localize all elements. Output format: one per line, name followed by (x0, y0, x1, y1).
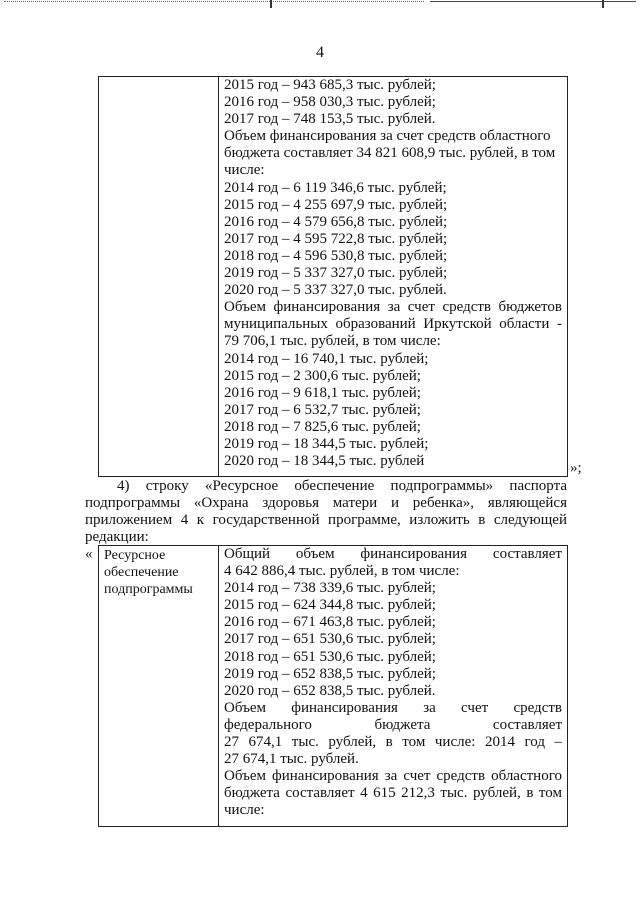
text-line: Объем финансирования за счет средств областного (224, 768, 562, 785)
text-line: подпрограммы «Охрана здоровья матери и ребенка», являющейся (85, 495, 567, 511)
text-line: Объем финансирования за счет средств (224, 699, 562, 716)
table-resource-provision-left-cell (104, 547, 214, 598)
text-line: 2014 год – 6 119 346,6 тыс. рублей; (224, 179, 447, 196)
text-line: 2019 год – 5 337 327,0 тыс. рублей; (224, 265, 448, 282)
text-line: 2016 год – 9 618,1 тыс. рублей; (224, 384, 421, 401)
table-resource-provision-right-cell (224, 546, 562, 820)
amendment-paragraph (85, 478, 567, 546)
text-line: 2020 год – 18 344,5 тыс. рублей (224, 453, 425, 470)
text-line: 2020 год – 652 838,5 тыс. рублей. (224, 682, 436, 699)
text-line: 2018 год – 4 596 530,8 тыс. рублей; (224, 247, 448, 264)
text-line: 4) строку «Ресурсное обеспечение подпрограммы» паспорта (117, 478, 567, 494)
page-number: 4 (316, 44, 324, 61)
scan-mark (270, 0, 272, 8)
text-line: 2014 год – 16 740,1 тыс. рублей; (224, 350, 429, 367)
column-divider (218, 77, 219, 476)
text-line: 2019 год – 18 344,5 тыс. рублей; (224, 435, 429, 452)
text-line: 2015 год – 943 685,3 тыс. рублей; (224, 77, 436, 93)
text-line: 27 674,1 тыс. рублей, в том числе: 2014 год – (224, 734, 562, 751)
text-line: Объем финансирования за счет средств областного (224, 128, 551, 145)
text-line: 2020 год – 5 337 327,0 тыс. рублей. (224, 282, 447, 299)
text-line: 2018 год – 651 530,6 тыс. рублей; (224, 648, 436, 665)
text-line: числе: (224, 162, 265, 179)
text-line: бюджета составляет 4 615 212,3 тыс. рублей, в том (224, 785, 562, 802)
text-line: бюджета составляет 34 821 608,9 тыс. рублей, в том (224, 145, 556, 162)
text-line: Объем финансирования за счет средств бюджетов (224, 299, 562, 316)
text-line: Общий объем финансирования составляет (224, 546, 562, 562)
closing-quote: »; (570, 460, 582, 476)
text-line: 2015 год – 4 255 697,9 тыс. рублей; (224, 196, 448, 213)
scan-edge-line-right (430, 1, 636, 3)
text-line: числе: (224, 802, 265, 819)
text-line: Ресурсное (104, 548, 166, 563)
text-line: редакции: (85, 529, 149, 545)
text-line: муниципальных образований Иркутской области - (224, 316, 562, 333)
table-continuation-right-cell (224, 77, 562, 470)
text-line: подпрограммы (104, 582, 193, 597)
text-line: 2018 год – 7 825,6 тыс. рублей; (224, 418, 421, 435)
text-line: приложением 4 к государственной программе, изложить в следующей (85, 512, 567, 528)
text-line: 2017 год – 4 595 722,8 тыс. рублей; (224, 230, 448, 247)
text-line: 2016 год – 4 579 656,8 тыс. рублей; (224, 213, 448, 230)
text-line: 27 674,1 тыс. рублей. (224, 751, 359, 768)
column-divider (218, 546, 219, 826)
scan-mark (602, 0, 604, 8)
opening-quote: « (85, 546, 93, 562)
scan-edge-line-left (4, 1, 424, 3)
text-line: 2016 год – 958 030,3 тыс. рублей; (224, 94, 436, 111)
text-line: обеспечение (104, 565, 179, 580)
text-line: 4 642 886,4 тыс. рублей, в том числе: (224, 563, 460, 580)
text-line: федерального бюджета составляет (224, 716, 562, 733)
text-line: 2017 год – 6 532,7 тыс. рублей; (224, 401, 421, 418)
text-line: 79 706,1 тыс. рублей, в том числе: (224, 333, 441, 350)
text-line: 2016 год – 671 463,8 тыс. рублей; (224, 614, 436, 631)
text-line: 2014 год – 738 339,6 тыс. рублей; (224, 580, 436, 597)
text-line: 2015 год – 2 300,6 тыс. рублей; (224, 367, 421, 384)
text-line: 2015 год – 624 344,8 тыс. рублей; (224, 597, 436, 614)
text-line: 2019 год – 652 838,5 тыс. рублей; (224, 665, 436, 682)
text-line: 2017 год – 651 530,6 тыс. рублей; (224, 631, 436, 648)
text-line: 2017 год – 748 153,5 тыс. рублей. (224, 111, 436, 128)
